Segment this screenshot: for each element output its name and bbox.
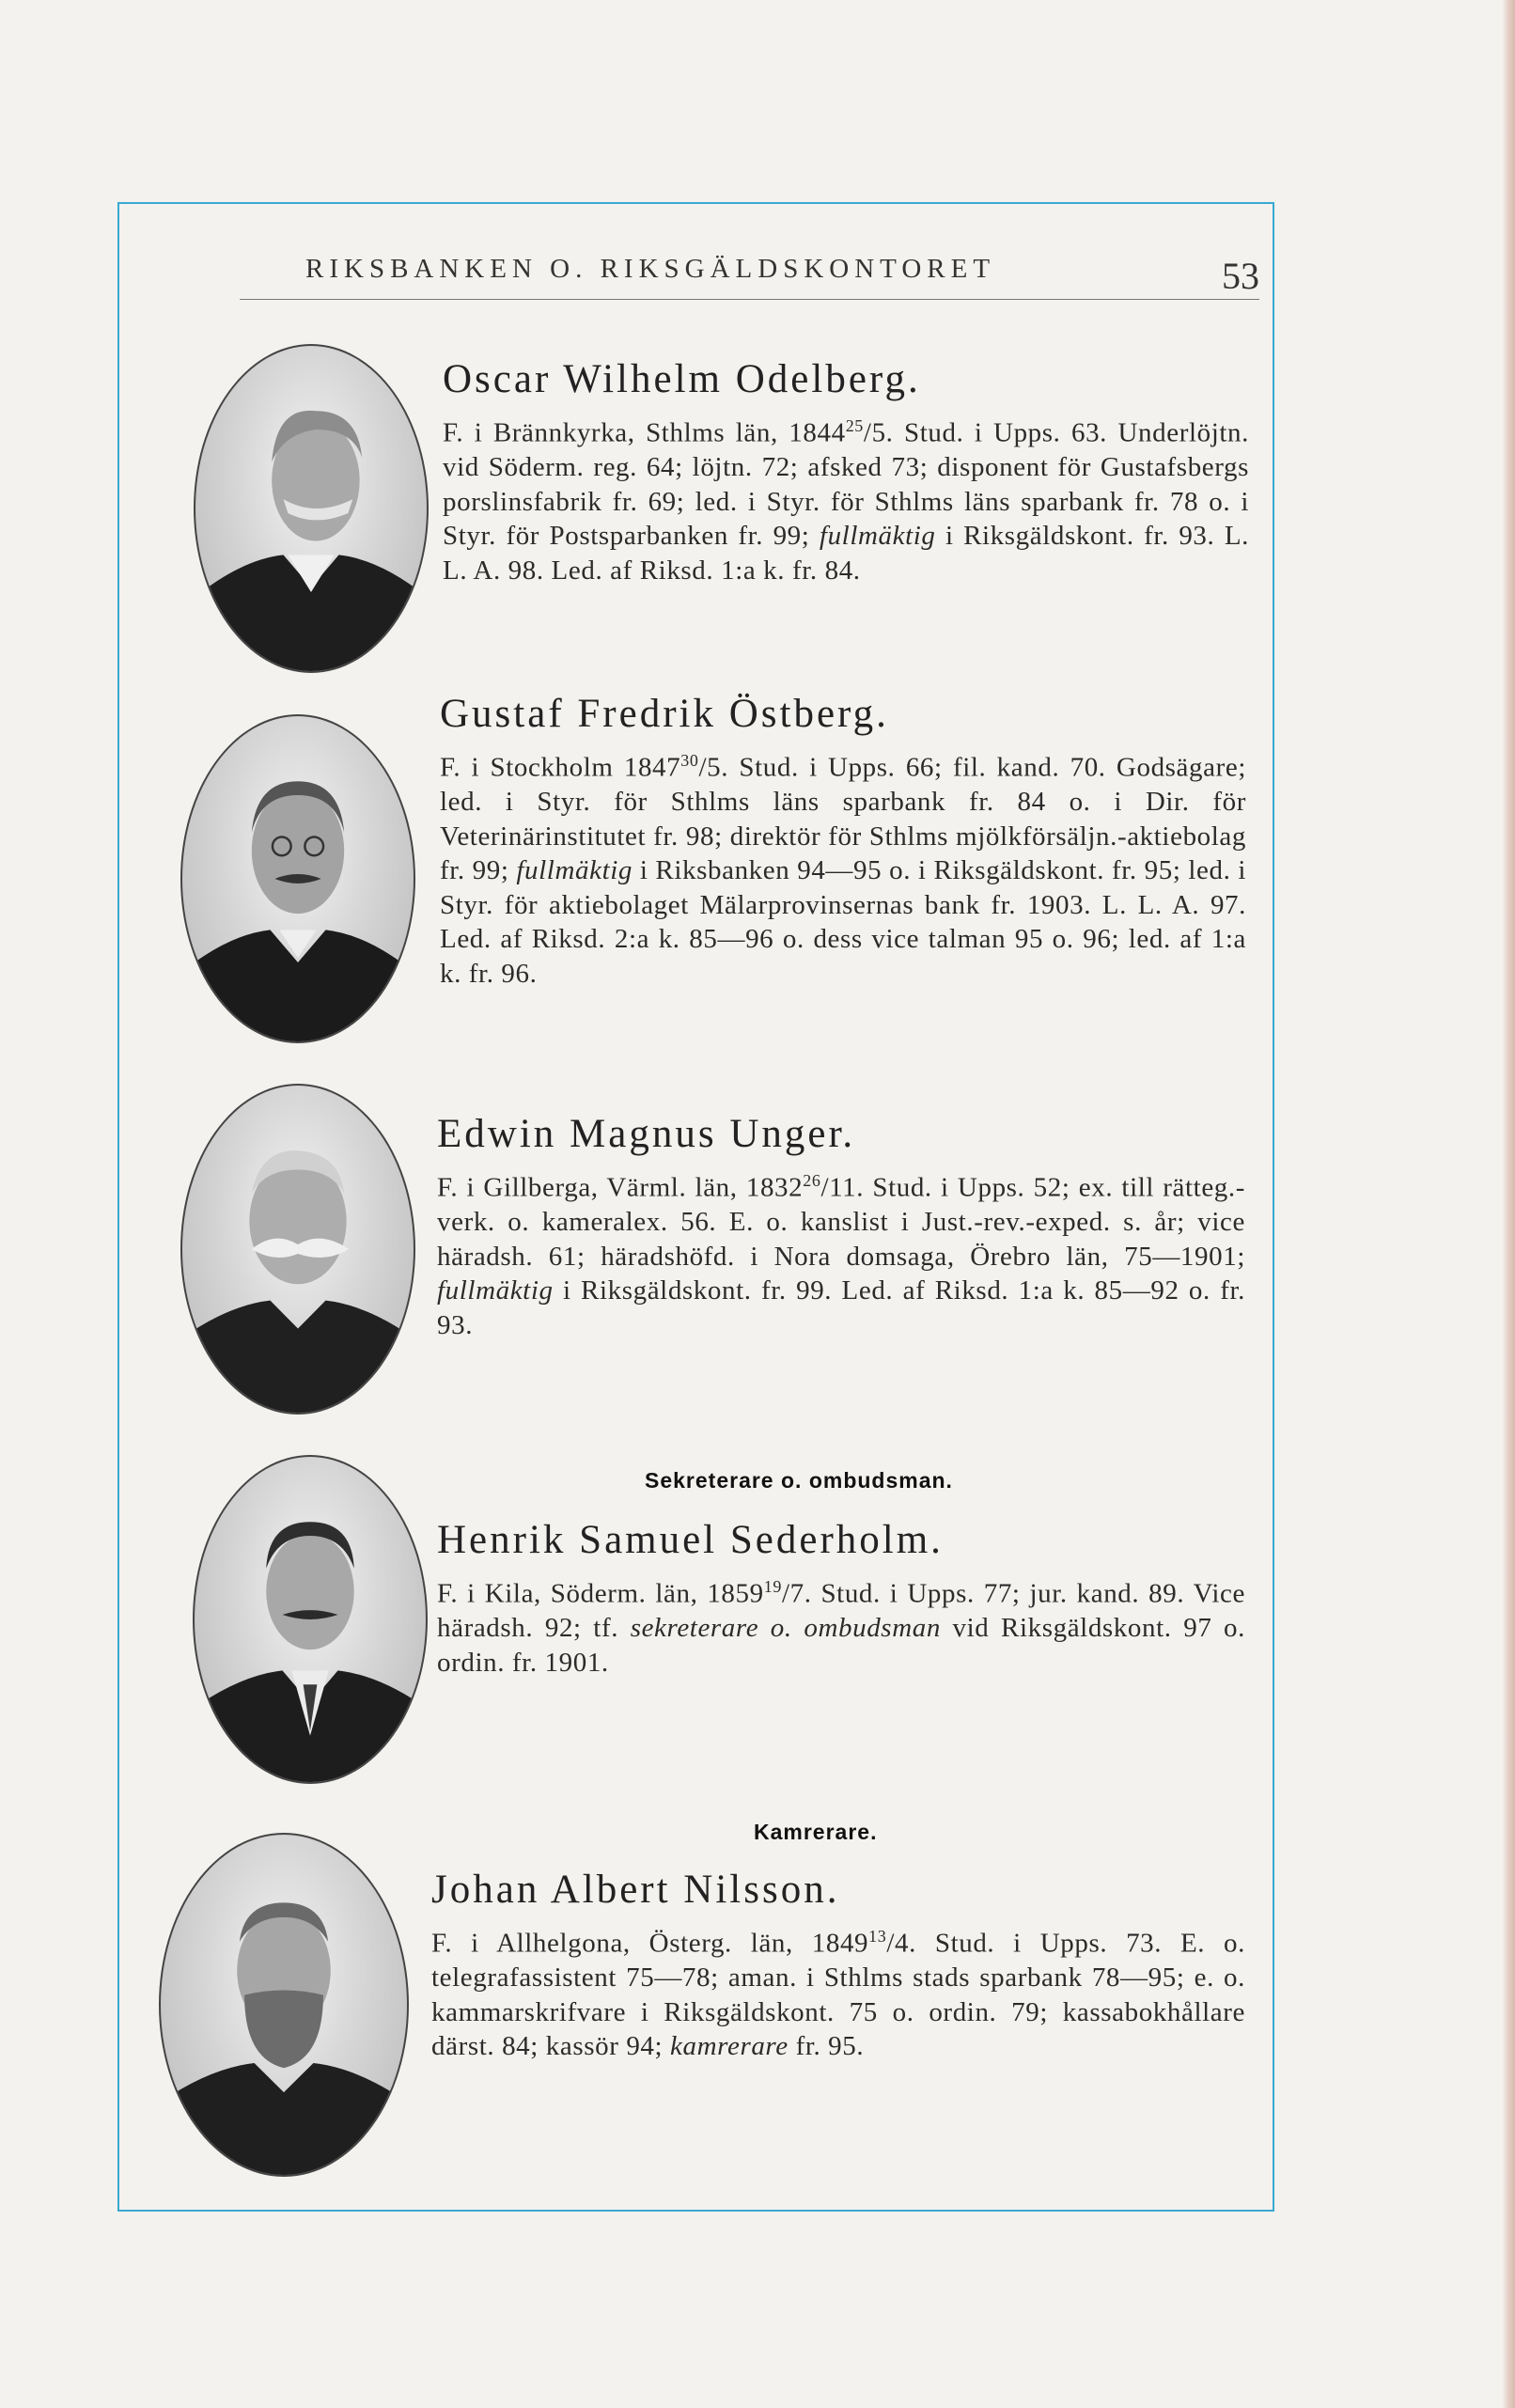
- portrait-ostberg: [180, 714, 415, 1043]
- entry-name: Gustaf Fredrik Östberg.: [440, 692, 889, 736]
- entry-name: Henrik Samuel Sederholm.: [437, 1518, 944, 1562]
- entry-text: F. i Gillberga, Värml. län, 1832$^{26}$/11. Stud. i Upps. 52; ex. till rätteg.-verk. o. kameralex. 56. E. o. kanslist i Just.-rev.-exped. s. år; vice häradsh. 61; häradshöfd. i Nora domsaga, Örebro län, 75—1901; fullmäktig i Riksgäldskont. fr. 99. Led. af Riksd. 1:a k. 85—92 o. fr. 93.: [437, 1171, 1246, 1340]
- portrait-odelberg: [194, 344, 429, 673]
- entry-nilsson: [431, 1865, 1245, 2064]
- running-title: RIKSBANKEN O. RIKSGÄLDSKONTORET: [305, 254, 996, 284]
- entry-text: F. i Brännkyrka, Sthlms län, 1844$^{25}$/5. Stud. i Upps. 63. Underlöjtn. vid Söderm. reg. 64; löjtn. 72; afsked 73; disponent för Gustafsbergs porslinsfabrik fr. 69; led. i Styr. för Sthlms läns sparbank fr. 78 o. i Styr. för Postsparbanken fr. 99; fullmäktig i Riksgäldskont. fr. 93. L. L. A. 98. Led. af Riksd. 1:a k. fr. 84.: [443, 416, 1249, 586]
- entry-name: Johan Albert Nilsson.: [431, 1868, 840, 1912]
- section-heading-kamrerare: Kamrerare.: [754, 1820, 878, 1844]
- page-number: 53: [1222, 255, 1259, 297]
- entry-sederholm: [437, 1515, 1245, 1680]
- entry-name: Edwin Magnus Unger.: [437, 1112, 856, 1156]
- entry-text: F. i Stockholm 1847$^{30}$/5. Stud. i Upps. 66; fil. kand. 70. Godsägare; led. i Styr. för Sthlms läns sparbank fr. 84 o. i Dir. för Veterinärinstitutet fr. 98; direktör för Sthlms mjölkförsäljn.-aktiebolag fr. 99; fullmäktig i Riksbanken 94—95 o. i Riksgäldskont. fr. 95; led. i Styr. för aktiebolaget Mälarprovinsernas bank fr. 1903. L. L. A. 97. Led. af Riksd. 2:a k. 85—96 o. dess vice talman 95 o. 96; led. af 1:a k. fr. 96.: [440, 751, 1246, 989]
- entry-ostberg: [440, 689, 1246, 991]
- running-head: [240, 242, 1259, 300]
- portrait-nilsson: [159, 1833, 409, 2177]
- entry-name: Oscar Wilhelm Odelberg.: [443, 357, 921, 401]
- entry-text: F. i Allhelgona, Österg. län, 1849$^{13}$/4. Stud. i Upps. 73. E. o. telegrafassistent 75—78; aman. i Sthlms stads sparbank 78—95; e. o. kammarskrifvare i Riksgäldskont. 75 o. ordin. 79; kassabokhållare därst. 84; kassör 94; kamrerare fr. 95.: [431, 1927, 1245, 2062]
- section-heading-sekreterare: Sekreterare o. ombudsman.: [645, 1468, 953, 1493]
- page-edge: [1502, 0, 1515, 2408]
- entry-unger: [437, 1109, 1245, 1342]
- portrait-unger: [180, 1084, 415, 1415]
- entry-odelberg: [443, 354, 1249, 587]
- portrait-sederholm: [193, 1455, 428, 1784]
- entry-text: F. i Kila, Söderm. län, 1859$^{19}$/7. Stud. i Upps. 77; jur. kand. 89. Vice häradsh. 92; tf. sekreterare o. ombudsman vid Riksgäldskont. 97 o. ordin. fr. 1901.: [437, 1577, 1245, 1678]
